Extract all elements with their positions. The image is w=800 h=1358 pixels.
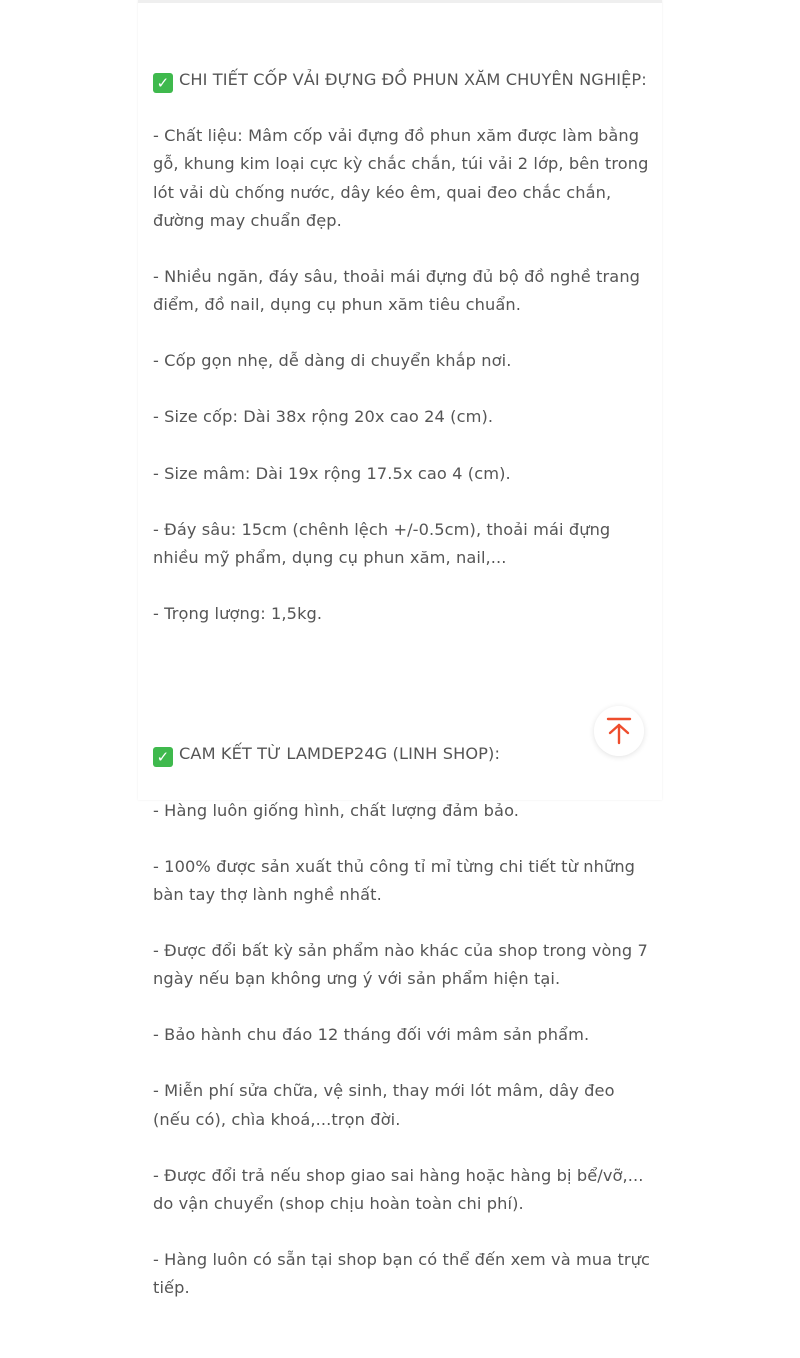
detail-line: - Cốp gọn nhẹ, dễ dàng di chuyển khắp nơi. bbox=[153, 351, 512, 371]
arrow-up-to-line-icon bbox=[605, 716, 633, 746]
detail-line: - Trọng lượng: 1,5kg. bbox=[153, 603, 323, 623]
detail-line: - Nhiều ngăn, đáy sâu, thoải mái đựng đủ bộ đồ nghề trang điểm, đồ nail, dụng cụ phun xăm tiêu chuẩn. bbox=[153, 266, 641, 314]
section-heading-text: CAM KẾT TỪ LAMDEP24G (LINH SHOP): bbox=[179, 744, 501, 764]
detail-line: - Size cốp: Dài 38x rộng 20x cao 24 (cm). bbox=[153, 407, 494, 427]
detail-line: - Chất liệu: Mâm cốp vải đựng đồ phun xăm được làm bằng gỗ, khung kim loại cực kỳ chắc chắn, túi vải 2 lớp, bên trong lót vải dù chống nước, dây kéo êm, quai đeo chắc chắn, đường may chuẩn đẹp. bbox=[153, 126, 649, 230]
check-mark-icon: ✓ bbox=[153, 73, 173, 93]
product-description bbox=[153, 10, 653, 1358]
top-divider bbox=[138, 0, 662, 3]
section-heading-text: CHI TIẾT CỐP VẢI ĐỰNG ĐỒ PHUN XĂM CHUYÊN NGHIỆP: bbox=[179, 70, 647, 90]
section-product-details bbox=[153, 38, 653, 656]
commitment-line: - Được đổi trả nếu shop giao sai hàng hoặc hàng bị bể/vỡ,... do vận chuyển (shop chịu hoàn toàn chi phí). bbox=[153, 1165, 644, 1213]
check-mark-icon: ✓ bbox=[153, 747, 173, 767]
commitment-line: - Miễn phí sửa chữa, vệ sinh, thay mới lót mâm, dây đeo (nếu có), chìa khoá,...trọn đời. bbox=[153, 1081, 615, 1129]
commitment-line: - Hàng luôn có sẵn tại shop bạn có thể đến xem và mua trực tiếp. bbox=[153, 1250, 651, 1298]
commitment-line: - Hàng luôn giống hình, chất lượng đảm bảo. bbox=[153, 800, 520, 820]
section-heading bbox=[153, 740, 653, 768]
commitment-line: - Được đổi bất kỳ sản phẩm nào khác của shop trong vòng 7 ngày nếu bạn không ưng ý với sản phẩm hiện tại. bbox=[153, 941, 648, 989]
commitment-line: - Bảo hành chu đáo 12 tháng đối với mâm sản phẩm. bbox=[153, 1025, 590, 1045]
commitment-line: - 100% được sản xuất thủ công tỉ mỉ từng chi tiết từ những bàn tay thợ lành nghề nhất. bbox=[153, 856, 636, 904]
detail-line: - Đáy sâu: 15cm (chênh lệch +/-0.5cm), thoải mái đựng nhiều mỹ phẩm, dụng cụ phun xăm, nail,... bbox=[153, 519, 611, 567]
scroll-to-top-button[interactable] bbox=[594, 706, 644, 756]
detail-line: - Size mâm: Dài 19x rộng 17.5x cao 4 (cm). bbox=[153, 463, 511, 483]
section-heading bbox=[153, 66, 653, 94]
section-shop-commitment bbox=[153, 712, 653, 1330]
